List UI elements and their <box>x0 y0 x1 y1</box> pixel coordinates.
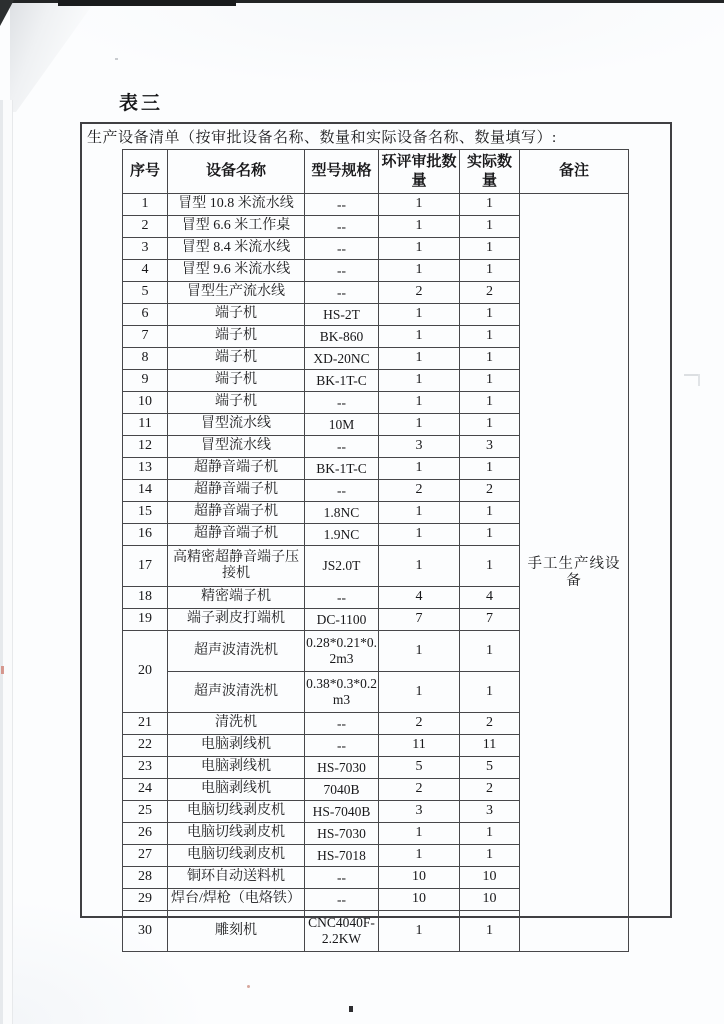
approved-qty: 4 <box>379 587 460 609</box>
approved-qty: 1 <box>379 414 460 436</box>
model-spec: CNC4040F-2.2KW <box>305 911 379 952</box>
actual-qty: 1 <box>460 546 520 587</box>
row-no: 28 <box>123 867 168 889</box>
row-no: 30 <box>123 911 168 952</box>
equipment-name: 超静音端子机 <box>168 502 305 524</box>
model-spec: BK-1T-C <box>305 370 379 392</box>
model-spec: HS-7030 <box>305 823 379 845</box>
approved-qty: 2 <box>379 779 460 801</box>
row-no: 10 <box>123 392 168 414</box>
folded-corner-artifact <box>0 0 100 118</box>
model-spec: -- <box>305 436 379 458</box>
actual-qty: 10 <box>460 889 520 911</box>
approved-qty: 2 <box>379 282 460 304</box>
actual-qty: 4 <box>460 587 520 609</box>
left-page-edge-artifact <box>0 100 13 1024</box>
model-spec: -- <box>305 194 379 216</box>
model-spec: 1.9NC <box>305 524 379 546</box>
approved-qty: 1 <box>379 194 460 216</box>
equipment-name: 超声波清洗机 <box>168 672 305 713</box>
equipment-name: 冒型 10.8 米流水线 <box>168 194 305 216</box>
actual-qty: 5 <box>460 757 520 779</box>
approved-qty: 1 <box>379 546 460 587</box>
approved-qty: 1 <box>379 911 460 952</box>
row-no: 19 <box>123 609 168 631</box>
equipment-name: 端子机 <box>168 348 305 370</box>
model-spec: 0.38*0.3*0.2m3 <box>305 672 379 713</box>
actual-qty: 1 <box>460 823 520 845</box>
row-no: 12 <box>123 436 168 458</box>
model-spec: BK-1T-C <box>305 458 379 480</box>
model-spec: -- <box>305 238 379 260</box>
model-spec: -- <box>305 392 379 414</box>
approved-qty: 10 <box>379 889 460 911</box>
model-spec: -- <box>305 889 379 911</box>
row-no: 21 <box>123 713 168 735</box>
header-approved-qty: 环评审批数量 <box>379 150 460 194</box>
actual-qty: 1 <box>460 392 520 414</box>
approved-qty: 1 <box>379 845 460 867</box>
equipment-name: 高精密超静音端子压接机 <box>168 546 305 587</box>
actual-qty: 1 <box>460 216 520 238</box>
header-no: 序号 <box>123 150 168 194</box>
approved-qty: 1 <box>379 823 460 845</box>
actual-qty: 2 <box>460 282 520 304</box>
model-spec: 10M <box>305 414 379 436</box>
equipment-table-body <box>123 194 629 952</box>
table-outer-frame <box>80 122 672 946</box>
model-spec: -- <box>305 735 379 757</box>
actual-qty: 1 <box>460 238 520 260</box>
equipment-name: 电脑剥线机 <box>168 779 305 801</box>
actual-qty: 1 <box>460 370 520 392</box>
equipment-name: 超静音端子机 <box>168 458 305 480</box>
scan-smudge <box>698 374 700 386</box>
row-no: 13 <box>123 458 168 480</box>
model-spec: -- <box>305 587 379 609</box>
row-no: 16 <box>123 524 168 546</box>
approved-qty: 1 <box>379 326 460 348</box>
ink-speck <box>247 985 250 988</box>
equipment-name: 冒型 9.6 米流水线 <box>168 260 305 282</box>
actual-qty: 1 <box>460 348 520 370</box>
row-no: 3 <box>123 238 168 260</box>
actual-qty: 1 <box>460 260 520 282</box>
approved-qty: 7 <box>379 609 460 631</box>
header-remark: 备注 <box>520 150 629 194</box>
actual-qty: 1 <box>460 524 520 546</box>
model-spec: 1.8NC <box>305 502 379 524</box>
actual-qty: 1 <box>460 304 520 326</box>
row-no: 7 <box>123 326 168 348</box>
actual-qty: 1 <box>460 911 520 952</box>
actual-qty: 11 <box>460 735 520 757</box>
actual-qty: 3 <box>460 801 520 823</box>
approved-qty: 1 <box>379 348 460 370</box>
scanner-top-edge-artifact <box>6 0 724 3</box>
approved-qty: 2 <box>379 713 460 735</box>
row-no: 5 <box>123 282 168 304</box>
equipment-name: 冒型流水线 <box>168 414 305 436</box>
equipment-name: 超静音端子机 <box>168 480 305 502</box>
row-no: 29 <box>123 889 168 911</box>
equipment-name: 焊台/焊枪（电烙铁） <box>168 889 305 911</box>
equipment-name: 清洗机 <box>168 713 305 735</box>
row-no: 9 <box>123 370 168 392</box>
actual-qty: 2 <box>460 779 520 801</box>
equipment-name: 超静音端子机 <box>168 524 305 546</box>
equipment-name: 电脑切线剥皮机 <box>168 845 305 867</box>
row-no: 14 <box>123 480 168 502</box>
row-no: 24 <box>123 779 168 801</box>
approved-qty: 1 <box>379 304 460 326</box>
approved-qty: 1 <box>379 260 460 282</box>
actual-qty: 1 <box>460 502 520 524</box>
row-no: 27 <box>123 845 168 867</box>
model-spec: 7040B <box>305 779 379 801</box>
ink-speck <box>349 1006 353 1012</box>
model-spec: -- <box>305 260 379 282</box>
equipment-name: 端子机 <box>168 304 305 326</box>
scanner-top-edge-thick-artifact <box>58 0 236 6</box>
model-spec: HS-2T <box>305 304 379 326</box>
table-row <box>123 194 629 216</box>
actual-qty: 2 <box>460 713 520 735</box>
model-spec: JS2.0T <box>305 546 379 587</box>
row-no: 18 <box>123 587 168 609</box>
page-title: 表三 <box>119 93 164 114</box>
equipment-name: 冒型 8.4 米流水线 <box>168 238 305 260</box>
actual-qty: 1 <box>460 672 520 713</box>
equipment-name: 电脑剥线机 <box>168 757 305 779</box>
actual-qty: 3 <box>460 436 520 458</box>
approved-qty: 11 <box>379 735 460 757</box>
model-spec: DC-1100 <box>305 609 379 631</box>
approved-qty: 10 <box>379 867 460 889</box>
equipment-name: 端子机 <box>168 370 305 392</box>
scan-smudge <box>684 374 700 376</box>
actual-qty: 10 <box>460 867 520 889</box>
row-no: 11 <box>123 414 168 436</box>
approved-qty: 3 <box>379 801 460 823</box>
ink-speck <box>115 58 118 60</box>
model-spec: 0.28*0.21*0.2m3 <box>305 631 379 672</box>
model-spec: -- <box>305 867 379 889</box>
header-actual-qty: 实际数量 <box>460 150 520 194</box>
header-equipment-name: 设备名称 <box>168 150 305 194</box>
equipment-name: 电脑剥线机 <box>168 735 305 757</box>
model-spec: -- <box>305 216 379 238</box>
actual-qty: 1 <box>460 845 520 867</box>
row-no: 4 <box>123 260 168 282</box>
remark-merged-cell: 手工生产线设备 <box>520 194 629 952</box>
approved-qty: 1 <box>379 524 460 546</box>
actual-qty: 1 <box>460 631 520 672</box>
model-spec: BK-860 <box>305 326 379 348</box>
model-spec: -- <box>305 713 379 735</box>
corner-shadow-artifact <box>0 0 14 26</box>
row-no: 1 <box>123 194 168 216</box>
approved-qty: 1 <box>379 672 460 713</box>
equipment-name: 雕刻机 <box>168 911 305 952</box>
header-row <box>123 150 629 194</box>
actual-qty: 1 <box>460 458 520 480</box>
row-no: 25 <box>123 801 168 823</box>
row-no: 20 <box>123 631 168 713</box>
model-spec: HS-7030 <box>305 757 379 779</box>
table-caption: 生产设备清单（按审批设备名称、数量和实际设备名称、数量填写）: <box>87 130 557 146</box>
header-model-spec: 型号规格 <box>305 150 379 194</box>
row-no: 2 <box>123 216 168 238</box>
row-no: 17 <box>123 546 168 587</box>
approved-qty: 1 <box>379 238 460 260</box>
approved-qty: 1 <box>379 458 460 480</box>
approved-qty: 1 <box>379 392 460 414</box>
approved-qty: 1 <box>379 631 460 672</box>
equipment-name: 电脑切线剥皮机 <box>168 823 305 845</box>
row-no: 8 <box>123 348 168 370</box>
equipment-name: 电脑切线剥皮机 <box>168 801 305 823</box>
approved-qty: 2 <box>379 480 460 502</box>
row-no: 22 <box>123 735 168 757</box>
approved-qty: 1 <box>379 216 460 238</box>
equipment-name: 冒型 6.6 米工作桌 <box>168 216 305 238</box>
approved-qty: 1 <box>379 502 460 524</box>
model-spec: XD-20NC <box>305 348 379 370</box>
row-no: 26 <box>123 823 168 845</box>
model-spec: -- <box>305 282 379 304</box>
equipment-name: 冒型流水线 <box>168 436 305 458</box>
equipment-name: 端子机 <box>168 326 305 348</box>
row-no: 23 <box>123 757 168 779</box>
row-no: 6 <box>123 304 168 326</box>
actual-qty: 1 <box>460 326 520 348</box>
equipment-name: 超声波清洗机 <box>168 631 305 672</box>
model-spec: -- <box>305 480 379 502</box>
equipment-name: 端子剥皮打端机 <box>168 609 305 631</box>
equipment-name: 冒型生产流水线 <box>168 282 305 304</box>
equipment-name: 精密端子机 <box>168 587 305 609</box>
equipment-table <box>122 149 629 952</box>
actual-qty: 2 <box>460 480 520 502</box>
actual-qty: 7 <box>460 609 520 631</box>
approved-qty: 5 <box>379 757 460 779</box>
row-no: 15 <box>123 502 168 524</box>
approved-qty: 1 <box>379 370 460 392</box>
equipment-name: 端子机 <box>168 392 305 414</box>
actual-qty: 1 <box>460 414 520 436</box>
model-spec: HS-7040B <box>305 801 379 823</box>
model-spec: HS-7018 <box>305 845 379 867</box>
ink-speck <box>1 666 4 674</box>
equipment-name: 铜环自动送料机 <box>168 867 305 889</box>
actual-qty: 1 <box>460 194 520 216</box>
approved-qty: 3 <box>379 436 460 458</box>
